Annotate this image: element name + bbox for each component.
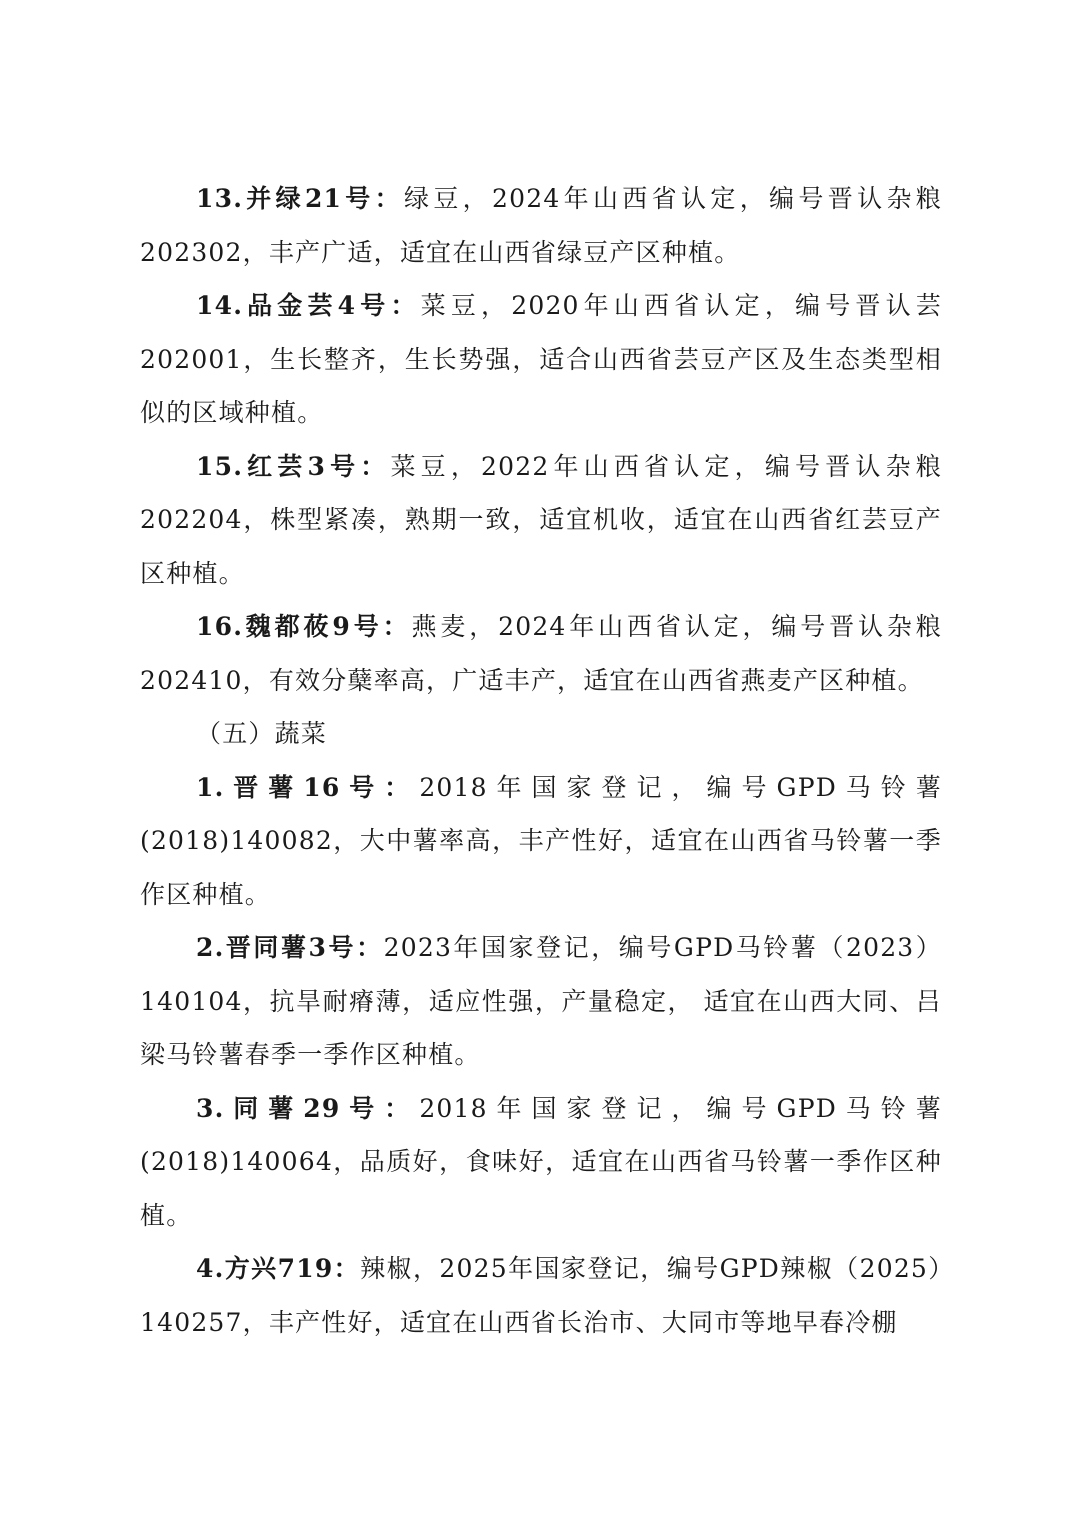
entry-title: 13.并绿21号： bbox=[196, 184, 404, 213]
entry-fangxing-719 bbox=[140, 1242, 942, 1349]
entry-title: 4.方兴719： bbox=[196, 1254, 361, 1283]
entry-title: 14.品金芸4号： bbox=[196, 291, 421, 320]
entry-jinshu-16 bbox=[140, 761, 942, 922]
entry-tongshu-29 bbox=[140, 1082, 942, 1243]
entry-hongyun-3 bbox=[140, 440, 942, 601]
entry-body: 菜豆，2020年山西省认定，编号晋认芸202001，生长整齐，生长势强，适合山西省芸豆产区及生态类型相似的区域种植。 bbox=[140, 291, 942, 427]
entry-jintongshu-3 bbox=[140, 921, 942, 1082]
entry-title: 1.晋薯16号： bbox=[196, 772, 420, 802]
entry-body: 菜豆，2022年山西省认定，编号晋认杂粮202204，株型紧凑，熟期一致，适宜机收，适宜在山西省红芸豆产区种植。 bbox=[140, 451, 943, 588]
entry-body: 2018年国家登记，编号GPD马铃薯(2018)140064，品质好，食味好，适宜在山西省马铃薯一季作区种植。 bbox=[140, 1093, 942, 1230]
entry-pinjinyun-4 bbox=[140, 279, 942, 440]
section-heading-vegetables: （五）蔬菜 bbox=[196, 719, 328, 748]
entry-title: 2.晋同薯3号： bbox=[196, 933, 384, 962]
entry-weiduyou-9 bbox=[140, 600, 942, 707]
entry-body: 2018年国家登记，编号GPD马铃薯(2018)140082，大中薯率高，丰产性好，适宜在山西省马铃薯一季作区种植。 bbox=[140, 772, 942, 909]
entry-title: 15.红芸3号： bbox=[196, 451, 391, 481]
entry-body: 辣椒，2025年国家登记，编号GPD辣椒（2025）140257，丰产性好，适宜在山西省长治市、大同市等地早春冷棚 bbox=[140, 1254, 942, 1337]
entry-body: 绿豆，2024年山西省认定，编号晋认杂粮202302，丰产广适，适宜在山西省绿豆产区种植。 bbox=[140, 184, 942, 267]
entry-body: 2023年国家登记，编号GPD马铃薯（2023）140104，抗旱耐瘠薄，适应性强，产量稳定， 适宜在山西大同、吕梁马铃薯春季一季作区种植。 bbox=[140, 933, 942, 1069]
entry-body: 燕麦，2024年山西省认定，编号晋认杂粮202410，有效分蘖率高，广适丰产，适宜在山西省燕麦产区种植。 bbox=[140, 612, 942, 695]
entry-title: 3.同薯29号： bbox=[196, 1093, 420, 1123]
entry-bingly-21 bbox=[140, 172, 942, 279]
entry-title: 16.魏都莜9号： bbox=[196, 612, 412, 641]
